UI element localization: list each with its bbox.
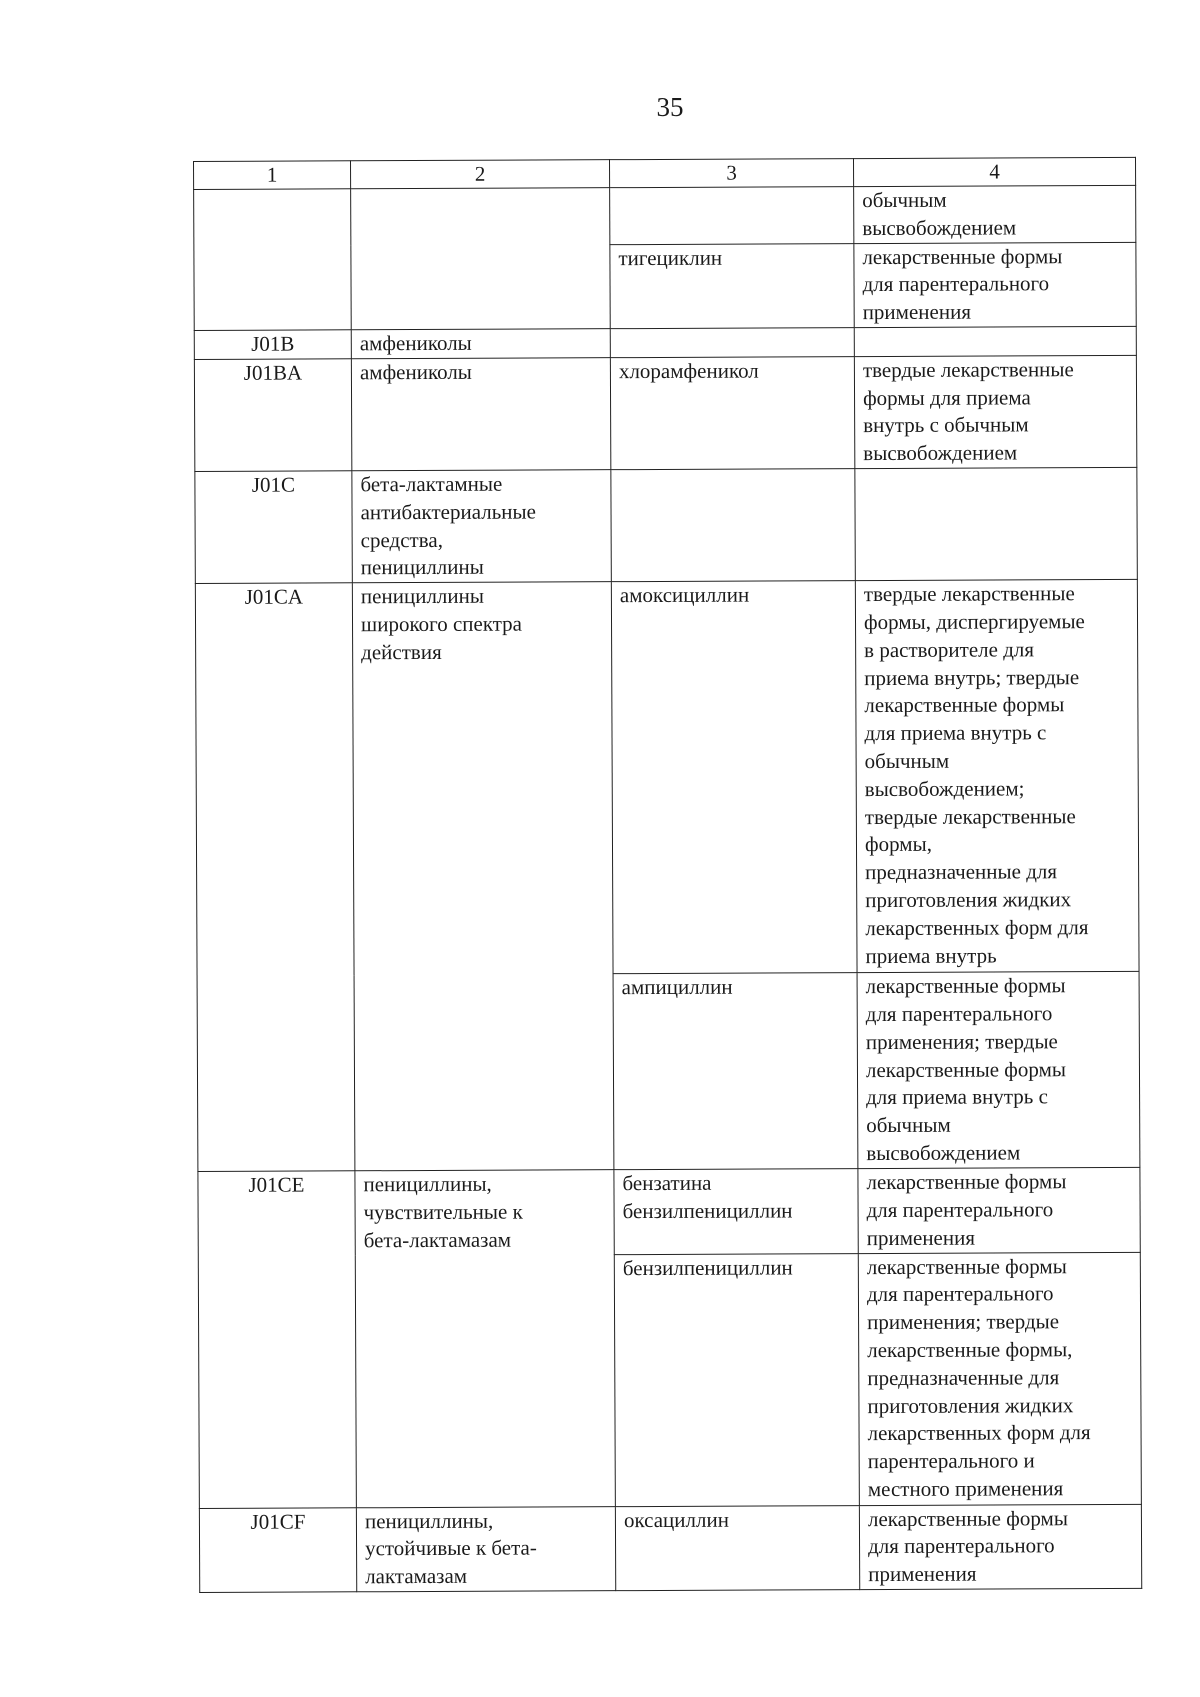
dosage-form-cell: твердые лекарственные формы для приема внутрь с обычным высвобождением xyxy=(854,355,1136,468)
table-row xyxy=(194,185,1136,246)
page-number: 35 xyxy=(656,92,684,122)
group-name-cell: бета-лактамные антибактериальные средства, пенициллины xyxy=(352,470,611,583)
dosage-form-cell: лекарственные формы для парентерального применения; твердые лекарственные формы, предназначенные для приготовления жидких лекарственных форм для парентерального и местного применения xyxy=(858,1252,1141,1505)
group-name-cell: амфениколы xyxy=(351,357,610,470)
table-row xyxy=(194,326,1136,359)
drug-name-cell xyxy=(611,469,855,582)
column-header-1: 1 xyxy=(194,161,351,190)
group-name-cell xyxy=(351,188,611,330)
drug-name-cell: оксациллин xyxy=(615,1505,859,1590)
atc-code-cell: J01CE xyxy=(198,1171,356,1508)
group-name-cell: пенициллины широкого спектра действия xyxy=(352,582,614,1171)
table-row xyxy=(195,467,1137,583)
atc-code-cell xyxy=(194,189,352,331)
dosage-form-cell: твердые лекарственные формы, диспергируемые в растворителе для приема внутрь; твердые лекарственные формы для приема внутрь с обычным высвобождением; твердые лекарственные формы, предназначенные для приготовления жидких лекарственных форм для приема внутрь xyxy=(855,580,1139,973)
drug-name-cell: ампициллин xyxy=(613,973,858,1170)
dosage-form-cell: лекарственные формы для парентерального применения xyxy=(858,1168,1140,1254)
column-header-2: 2 xyxy=(351,160,610,189)
drug-name-cell: хлорамфеникол xyxy=(610,356,854,469)
table-row xyxy=(194,355,1136,471)
table-row xyxy=(195,580,1139,976)
dosage-form-cell xyxy=(855,467,1137,580)
drug-name-cell: бензатина бензилпенициллин xyxy=(614,1169,858,1254)
dosage-form-cell: лекарственные формы для парентерального применения xyxy=(859,1504,1141,1590)
drug-name-cell: бензилпенициллин xyxy=(614,1253,859,1506)
table-header-row xyxy=(194,157,1136,189)
drug-name-cell: тигециклин xyxy=(610,243,854,328)
atc-code-cell: J01BA xyxy=(194,359,351,472)
group-name-cell: пенициллины, чувствительные к бета-лактамазам xyxy=(355,1170,615,1508)
column-header-4: 4 xyxy=(853,157,1135,186)
drug-name-cell xyxy=(610,328,854,358)
dosage-form-cell: лекарственные формы для парентерального применения; твердые лекарственные формы для приема внутрь с обычным высвобождением xyxy=(857,972,1140,1169)
column-header-3: 3 xyxy=(609,159,853,188)
table-row xyxy=(198,1168,1140,1257)
group-name-cell: пенициллины, устойчивые к бета- лактамазам xyxy=(356,1506,615,1592)
table-row xyxy=(199,1504,1141,1593)
atc-code-cell: J01CF xyxy=(199,1507,356,1592)
drug-name-cell: амоксициллин xyxy=(611,581,857,974)
dosage-form-cell xyxy=(854,326,1136,356)
atc-code-cell: J01C xyxy=(195,471,352,584)
atc-code-cell: J01B xyxy=(194,330,351,359)
dosage-form-cell: обычным высвобождением xyxy=(854,185,1136,243)
atc-code-cell: J01CA xyxy=(195,583,355,1172)
dosage-form-cell: лекарственные формы для парентерального применения xyxy=(854,242,1136,328)
group-name-cell: амфениколы xyxy=(351,329,610,359)
drug-classification-table xyxy=(193,157,1142,1593)
drug-name-cell xyxy=(610,187,854,245)
